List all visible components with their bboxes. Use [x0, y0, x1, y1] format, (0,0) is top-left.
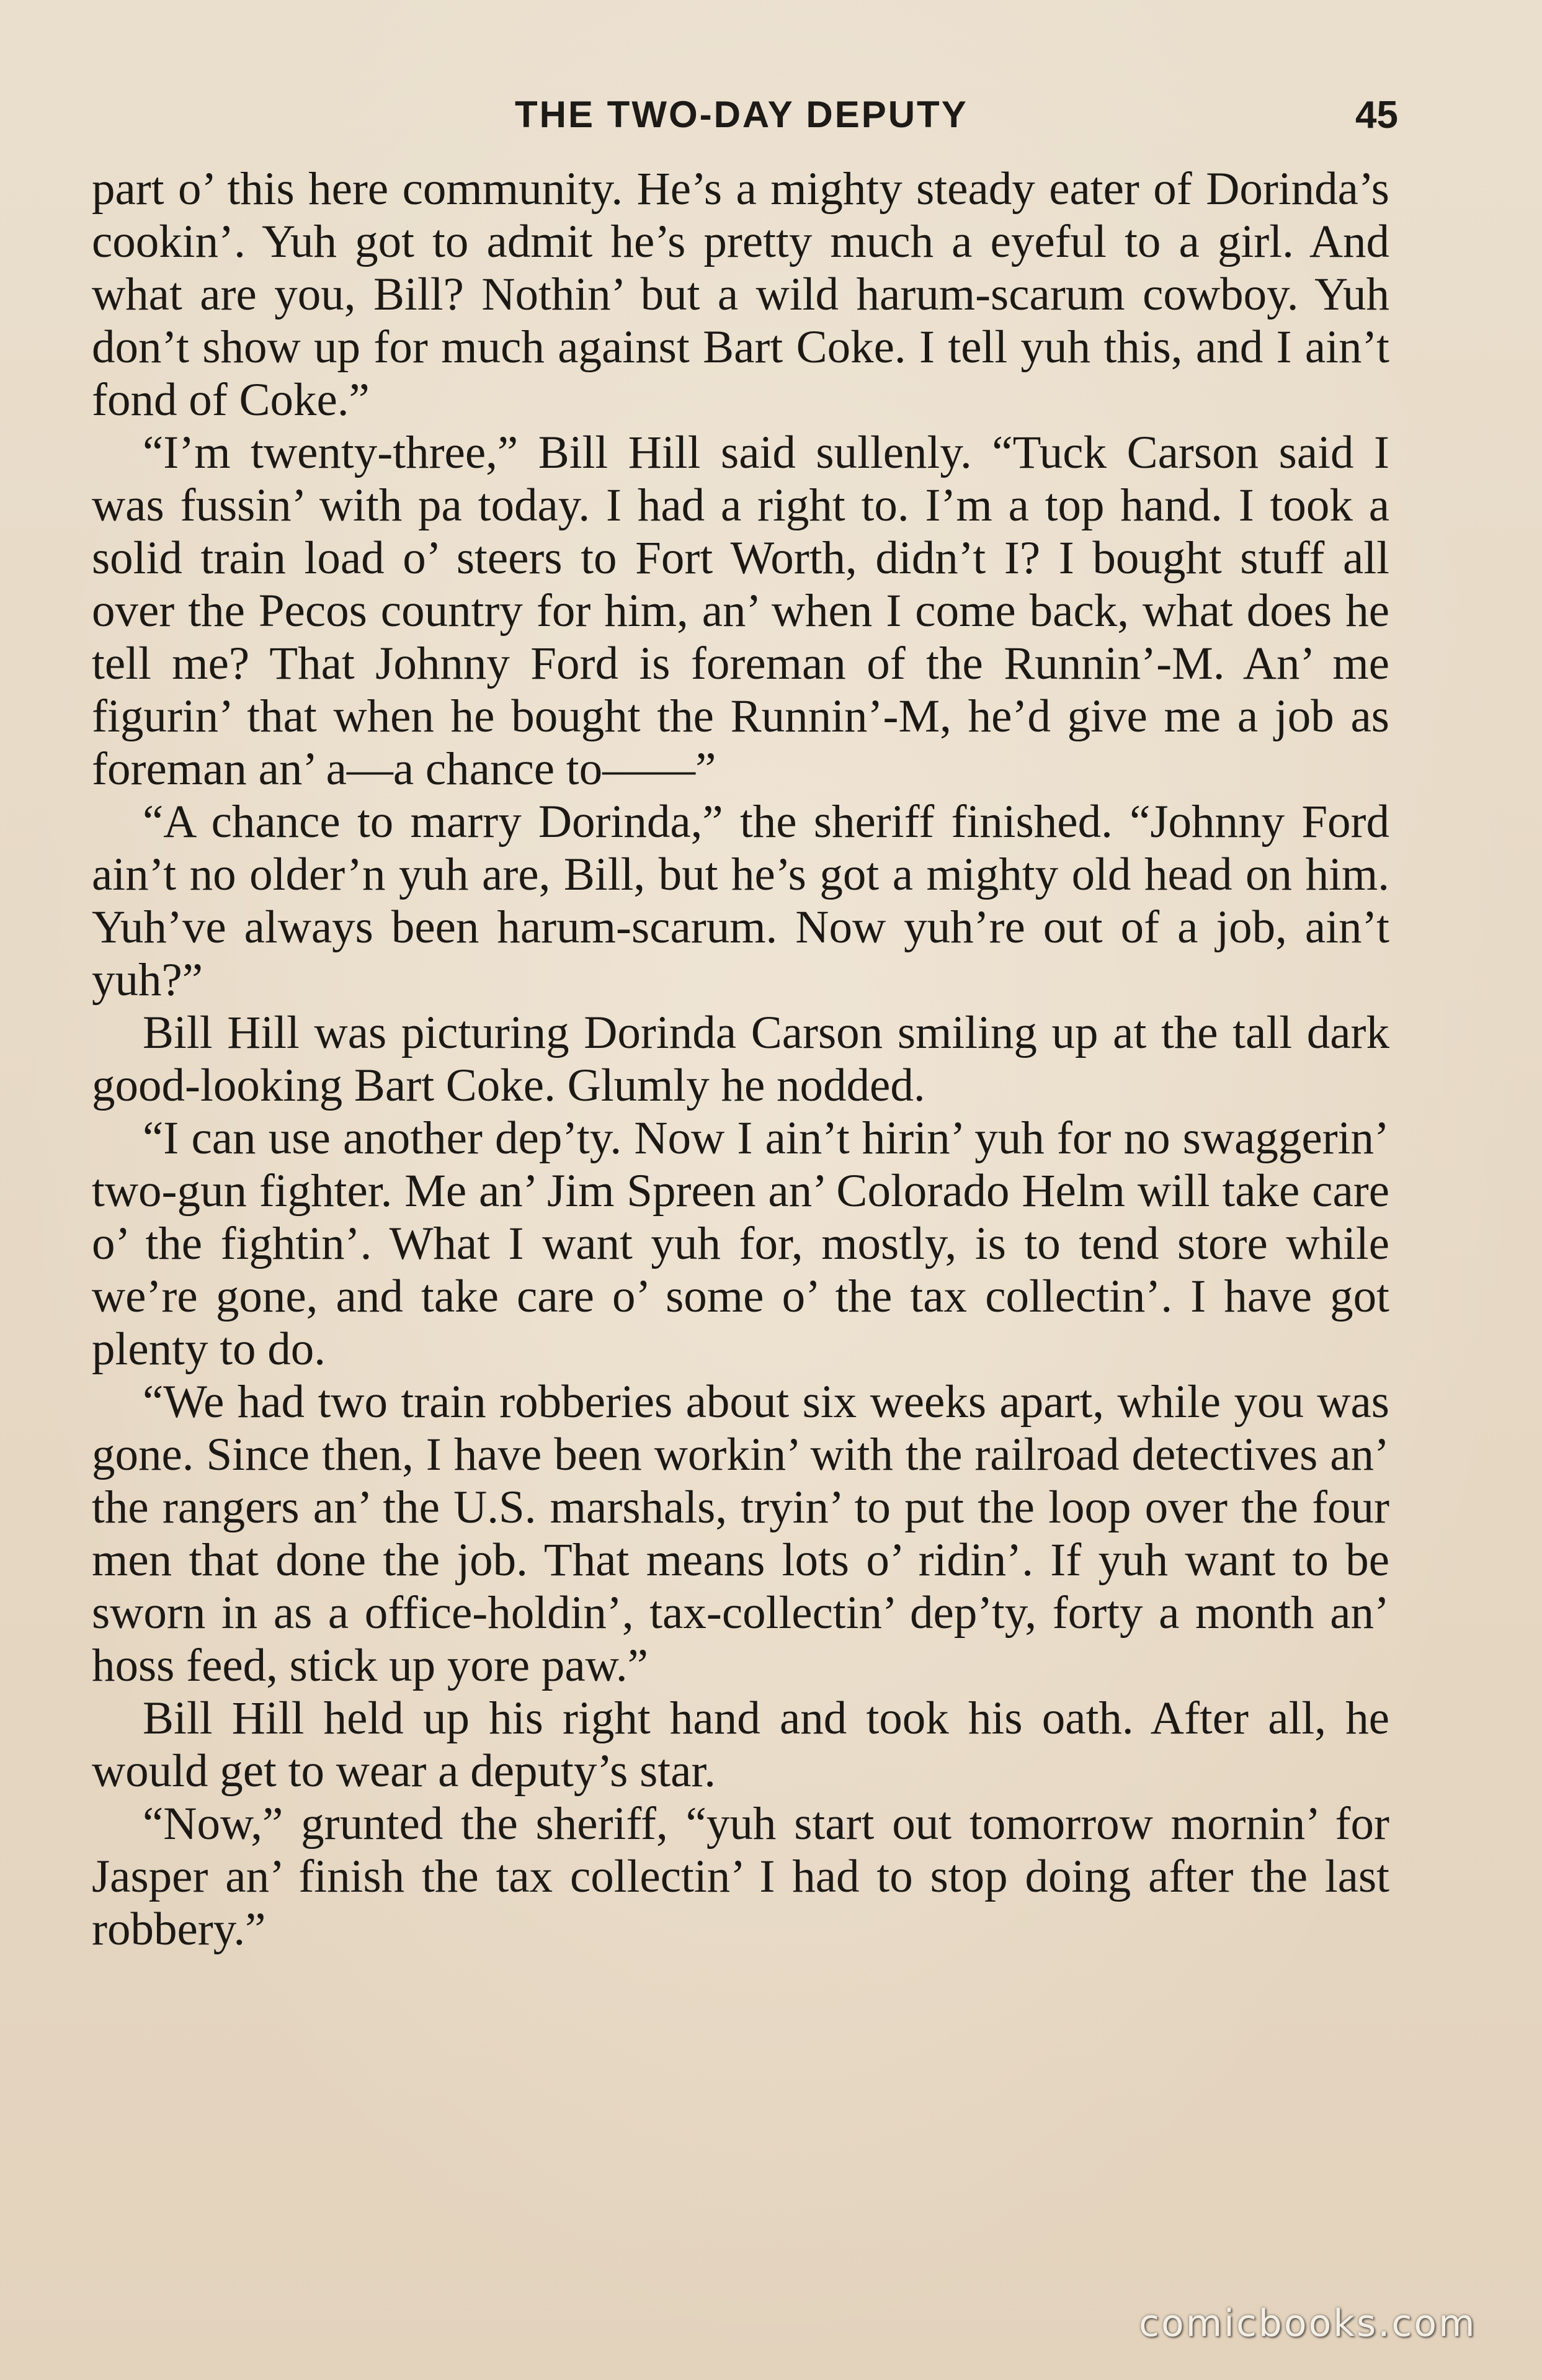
paragraph: “I’m twenty-three,” Bill Hill said sullenly. “Tuck Carson said I was fussin’ with pa today. I had a right to. I’m a top hand. I took a solid train load o’ steers to Fort Worth, didn’t I? I bought stuff all over the Pecos country for him, an’ when I come back, what does he tell me? That Johnny Ford is foreman of the Runnin’-M. An’ me figurin’ that when he bought the Runnin’-M, he’d give me a job as foreman an’ a—a chance to——” — [92, 427, 1389, 795]
paragraph: Bill Hill was picturing Dorinda Carson smiling up at the tall dark good-looking Bart Coke. Glumly he nodded. — [92, 1007, 1389, 1111]
page-number: 45 — [1355, 94, 1398, 136]
paragraph: Bill Hill held up his right hand and took his oath. After all, he would get to wear a deputy’s star. — [92, 1693, 1389, 1797]
running-header — [0, 93, 1542, 143]
running-title: THE TWO-DAY DEPUTY — [515, 94, 968, 135]
paragraph: “A chance to marry Dorinda,” the sheriff finished. “Johnny Ford ain’t no older’n yuh are, Bill, but he’s got a mighty old head on him. Yuh’ve always been harum-scarum. Now yuh’re out of a job, ain’t yuh?” — [92, 796, 1389, 1006]
paragraph: “Now,” grunted the sheriff, “yuh start out tomorrow mornin’ for Jasper an’ finish the tax collectin’ I had to stop doing after the last robbery.” — [92, 1798, 1389, 1955]
paragraph: part o’ this here community. He’s a mighty steady eater of Dorinda’s cookin’. Yuh got to admit he’s pretty much a eyeful to a girl. And what are you, Bill? Nothin’ but a wild harum-scarum cowboy. Yuh don’t show up for much against Bart Coke. I tell yuh this, and I ain’t fond of Coke.” — [92, 163, 1389, 426]
paragraph: “We had two train robberies about six weeks apart, while you was gone. Since then, I have been workin’ with the railroad detectives an’ the rangers an’ the U.S. marshals, tryin’ to put the loop over the four men that done the job. That means lots o’ ridin’. If yuh want to be sworn in as a office-holdin’, tax-collectin’ dep’ty, forty a month an’ hoss feed, stick up yore paw.” — [92, 1376, 1389, 1691]
paragraph: “I can use another dep’ty. Now I ain’t hirin’ yuh for no swaggerin’ two-gun fighter. Me an’ Jim Spreen an’ Colorado Helm will take care o’ the fightin’. What I want yuh for, mostly, is to tend store while we’re gone, and take care o’ some o’ the tax collectin’. I have got plenty to do. — [92, 1112, 1389, 1375]
body-text — [92, 163, 1389, 1956]
watermark: comicbooks.com — [1139, 2302, 1477, 2345]
